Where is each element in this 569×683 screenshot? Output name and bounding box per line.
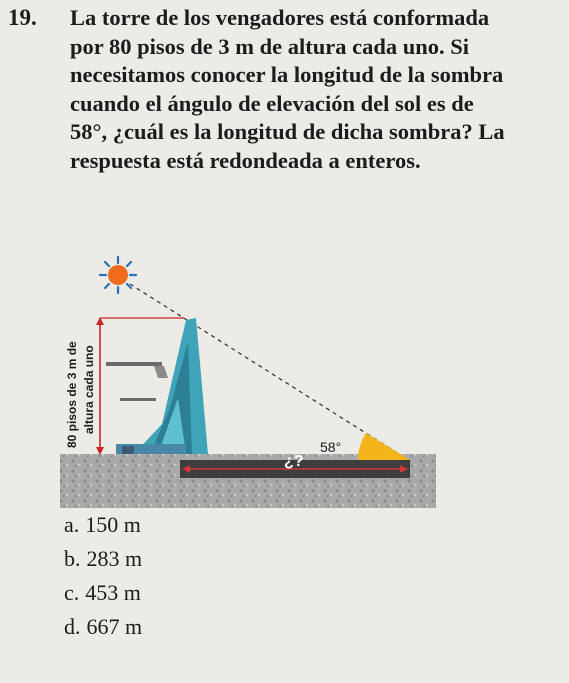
- height-arrow: [96, 317, 104, 455]
- option-letter: a.: [64, 512, 80, 537]
- question-line: cuando el ángulo de elevación del sol es de: [70, 90, 474, 116]
- option-value: 667 m: [86, 614, 143, 639]
- question-number: 19.: [8, 5, 37, 30]
- question-line: respuesta está redondeada a enteros.: [70, 147, 421, 173]
- option-value: 283 m: [86, 546, 143, 571]
- tower-shadow-diagram: [58, 248, 438, 510]
- shadow-label: ¿?: [284, 453, 304, 470]
- answer-options: [64, 508, 142, 644]
- height-label-line2: altura cada uno: [82, 345, 96, 434]
- question-line: necesitamos conocer la longitud de la sombra: [70, 62, 504, 87]
- option-d[interactable]: [64, 610, 142, 644]
- option-b[interactable]: [64, 542, 142, 576]
- question-line: por 80 pisos de 3 m de altura cada uno. Si: [70, 33, 470, 59]
- tower-illustration: [106, 318, 208, 454]
- question-line: La torre de los vengadores está conformada: [70, 5, 490, 30]
- question-text: [70, 4, 560, 175]
- angle-label: 58°: [320, 439, 342, 455]
- option-letter: b.: [64, 546, 81, 571]
- question-line: 58°, ¿cuál es la longitud de dicha sombra? La: [70, 119, 505, 144]
- option-value: 150 m: [85, 512, 141, 537]
- option-value: 453 m: [85, 580, 141, 605]
- option-letter: d.: [64, 614, 81, 639]
- option-letter: c.: [64, 580, 80, 605]
- angle-wedge: [358, 433, 410, 460]
- height-label-line1: 80 pisos de 3 m de: [65, 341, 79, 448]
- option-c[interactable]: [64, 576, 142, 610]
- option-a[interactable]: [64, 508, 142, 542]
- sun-icon: [100, 257, 136, 293]
